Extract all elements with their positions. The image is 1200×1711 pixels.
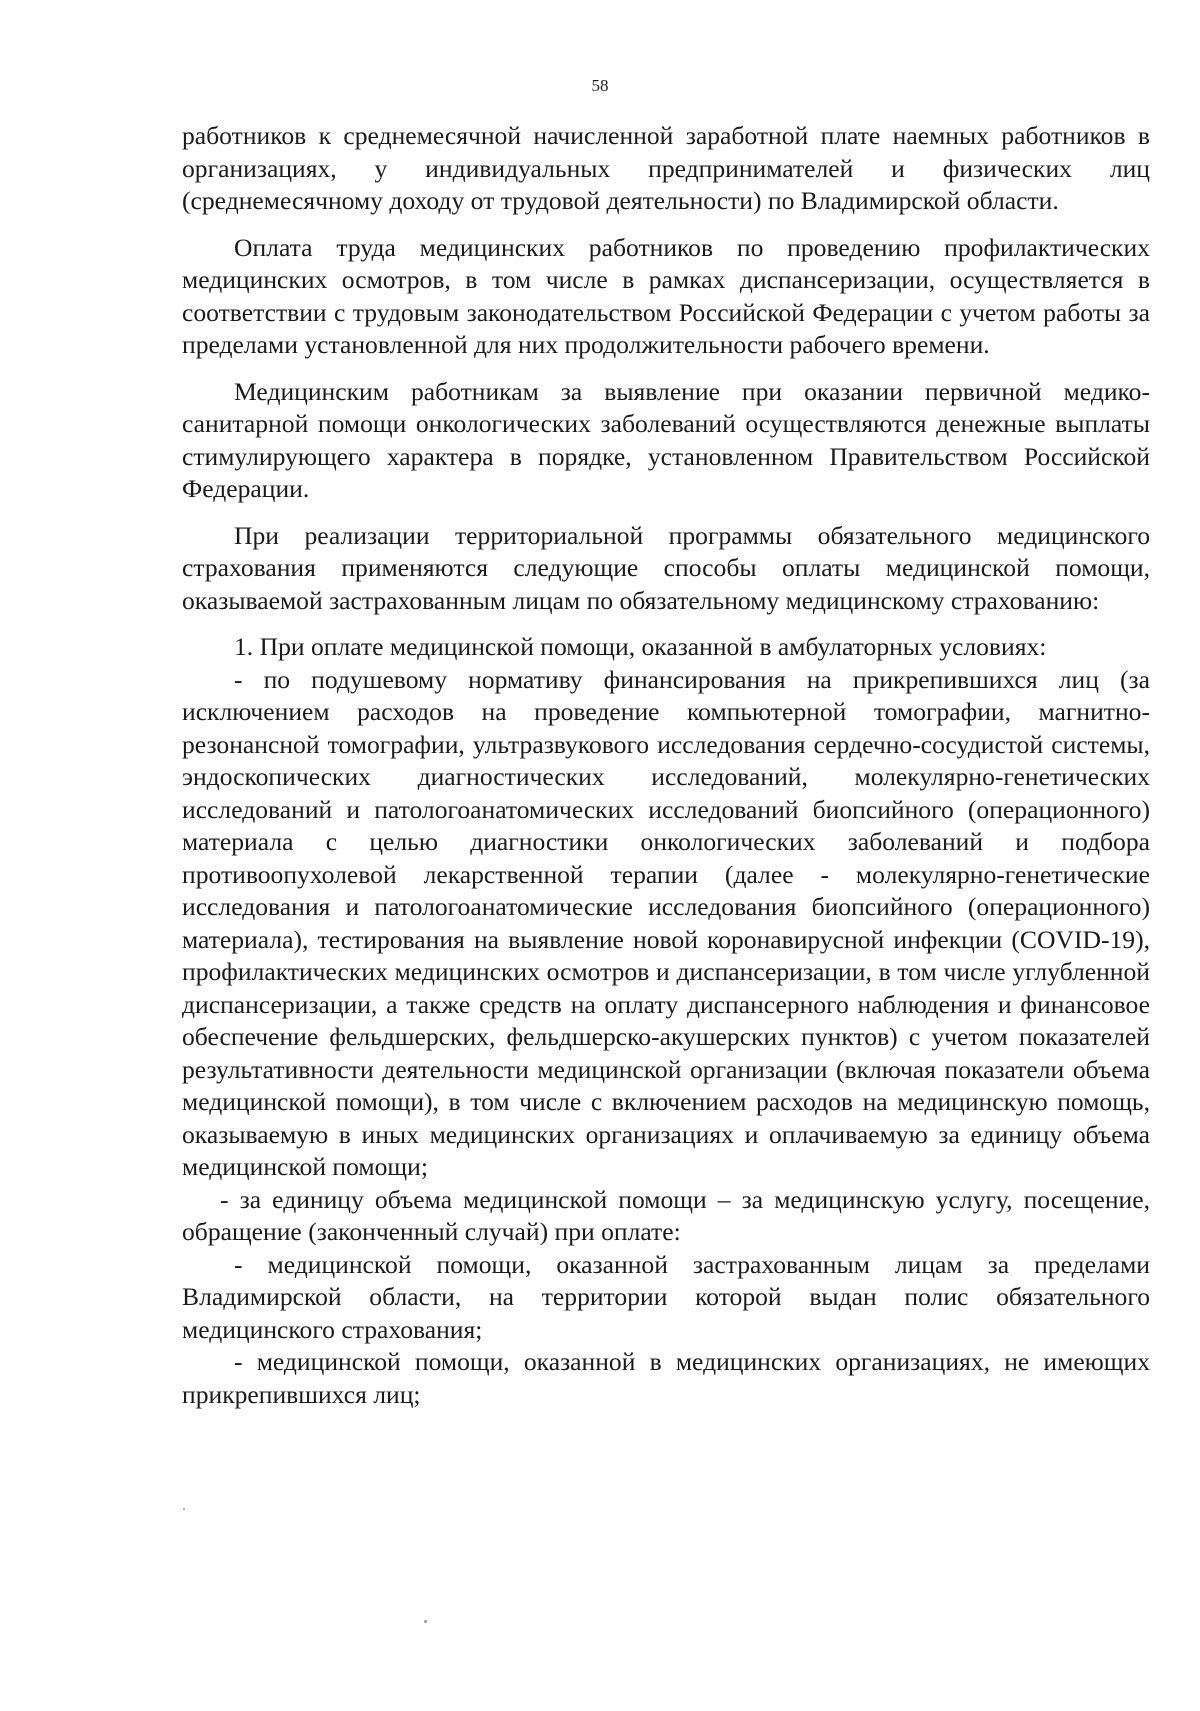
list-item-no-attached: - медицинской помощи, оказанной в медицинских организациях, не имеющих прикрепившихся лиц; xyxy=(182,1347,1150,1409)
list-item-out-of-region: - медицинской помощи, оказанной застрахованным лицам за пределами Владимирской области, на территории которой выдан полис обязательного медицинского страхования; xyxy=(182,1249,1150,1344)
document-body xyxy=(182,120,1150,1411)
page-number: 58 xyxy=(591,76,609,95)
scan-speck xyxy=(424,1620,427,1623)
list-heading-ambulatory: 1. При оплате медицинской помощи, оказанной в амбулаторных условиях: xyxy=(234,632,1047,661)
paragraph-pay-preventive-exams: Оплата труда медицинских работников по проведению профилактических медицинских осмотров, в том числе в рамках диспансеризации, осуществляется в соответствии с трудовым законодательством Российской Федерации с учетом работы за пределами установленной для них продолжительности рабочего времени. xyxy=(182,232,1150,359)
list-item-per-capita: - по подушевому нормативу финансирования на прикрепившихся лиц (за исключением расходов на проведение компьютерной томографии, магнитно-резонансной томографии, ультразвукового исследования сердечно-сосудистой системы, эндоскопических диагностических исследований, молекулярно-генетических исследований и патологоанатомических исследований биопсийного (операционного) материала с целью диагностики онкологических заболеваний и подбора противоопухолевой лекарственной терапии (далее - молекулярно-генетические исследования и патологоанатомические исследования биопсийного (операционного) материала), тестирования на выявление новой коронавирусной инфекции (COVID-19), профилактических медицинских осмотров и диспансеризации, в том числе углубленной диспансеризации, а также средств на оплату диспансерного наблюдения и финансовое обеспечение фельдшерских, фельдшерско-акушерских пунктов) с учетом показателей результативности деятельности медицинской организации (включая показатели объема медицинской помощи), в том числе с включением расходов на медицинскую помощь, оказываемую в иных медицинских организациях и оплачиваемую за единицу объема медицинской помощи; xyxy=(182,664,1150,1181)
list-item-per-unit: - за единицу объема медицинской помощи – за медицинскую услугу, посещение, обращение (законченный случай) при оплате: xyxy=(182,1184,1150,1246)
paragraph-payment-methods-intro: При реализации территориальной программы обязательного медицинского страхования применяются следующие способы оплаты медицинской помощи, оказываемой застрахованным лицам по обязательному медицинскому страхованию: xyxy=(182,520,1150,615)
paragraph-oncology-incentive: Медицинским работникам за выявление при оказании первичной медико-санитарной помощи онкологических заболеваний осуществляются денежные выплаты стимулирующего характера в порядке, установленном Правительством Российской Федерации. xyxy=(182,376,1150,503)
scan-speck xyxy=(183,1508,185,1510)
paragraph-continuation: работников к среднемесячной начисленной заработной плате наемных работников в организациях, у индивидуальных предпринимателей и физических лиц (среднемесячному доходу от трудовой деятельности) по Владимирской области. xyxy=(182,121,1150,215)
